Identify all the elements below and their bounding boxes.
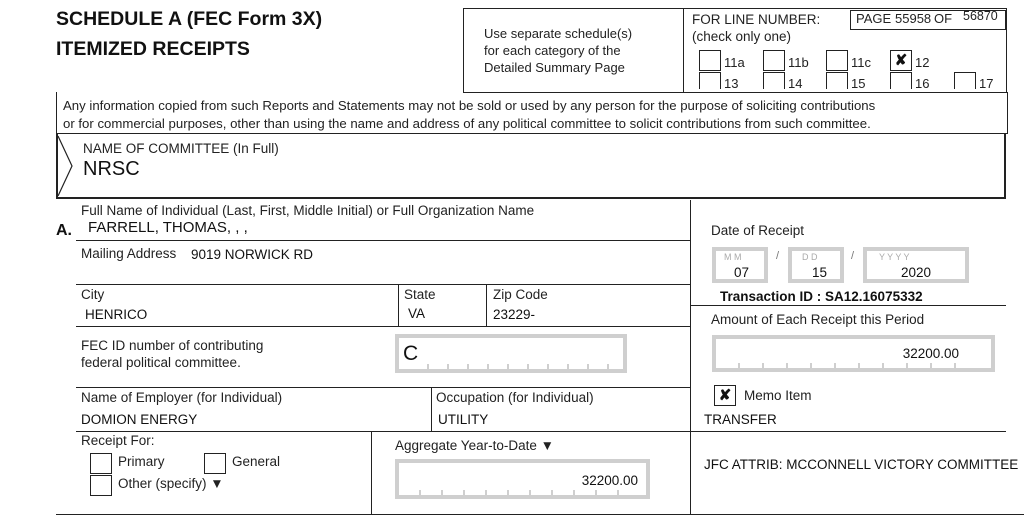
fec-id-label-line2: federal political committee. — [81, 355, 241, 370]
line-11a-checkbox[interactable] — [699, 50, 721, 71]
line-15-checkbox[interactable] — [826, 72, 848, 89]
jfc-attribution: JFC ATTRIB: MCCONNELL VICTORY COMMITTEE — [704, 457, 1019, 472]
day-value: 15 — [812, 265, 828, 280]
general-checkbox[interactable] — [204, 453, 226, 474]
line-12-label: 12 — [915, 55, 930, 70]
receipt-aggregate-divider — [371, 431, 372, 515]
line-14-checkbox[interactable] — [763, 72, 785, 89]
primary-label: Primary — [118, 454, 165, 469]
amount-label: Amount of Each Receipt this Period — [711, 312, 925, 327]
amount-input[interactable] — [712, 335, 995, 372]
mailing-address-label: Mailing Address — [81, 246, 177, 261]
month-hint: M M — [724, 252, 742, 262]
aggregate-input[interactable] — [395, 459, 650, 499]
fec-id-prefix: C — [403, 342, 419, 365]
fec-id-label-line1: FEC ID number of contributing — [81, 338, 264, 353]
occupation-value[interactable]: UTILITY — [438, 412, 489, 427]
transaction-id: Transaction ID : SA12.16075332 — [720, 289, 923, 304]
line-12-checkbox[interactable]: ✘ — [890, 50, 912, 71]
fec-rule — [76, 387, 690, 388]
schedule-note-line3: Detailed Summary Page — [484, 60, 625, 75]
section-divider — [690, 200, 691, 515]
year-input[interactable] — [863, 247, 969, 283]
fec-id-input[interactable] — [395, 334, 627, 373]
line-14-label: 14 — [788, 76, 803, 91]
line-16-checkbox[interactable] — [890, 72, 912, 89]
city-label: City — [81, 287, 105, 302]
transaction-rule — [690, 305, 1006, 306]
address-rule — [76, 284, 690, 285]
line-11b-checkbox[interactable] — [763, 50, 785, 71]
city-rule — [76, 326, 690, 327]
date-slash-1: / — [776, 250, 780, 262]
date-slash-2: / — [851, 250, 855, 262]
employer-occupation-divider — [431, 387, 432, 431]
other-checkbox[interactable] — [90, 475, 112, 496]
line-17-label: 17 — [979, 76, 994, 91]
aggregate-label: Aggregate Year-to-Date ▼ — [395, 438, 554, 453]
employer-label: Name of Employer (for Individual) — [81, 390, 283, 405]
receipt-for-label: Receipt For: — [81, 433, 155, 448]
date-of-receipt-label: Date of Receipt — [711, 223, 805, 238]
committee-label: NAME OF COMMITTEE (In Full) — [83, 141, 279, 156]
schedule-note-line2: for each category of the — [484, 43, 621, 58]
line-17-checkbox[interactable] — [954, 72, 976, 89]
amount-value: 32200.00 — [902, 346, 959, 361]
form-title: SCHEDULE A (FEC Form 3X) — [56, 8, 323, 30]
name-rule — [76, 240, 690, 241]
line-13-label: 13 — [724, 76, 739, 91]
line-11c-checkbox[interactable] — [826, 50, 848, 71]
day-input[interactable] — [788, 247, 844, 283]
form-subtitle: ITEMIZED RECEIPTS — [56, 38, 250, 60]
committee-arrow-shape — [56, 134, 76, 198]
month-input[interactable] — [712, 247, 768, 283]
year-hint: Y Y Y Y — [879, 252, 910, 262]
line-11b-label: 11b — [788, 55, 809, 70]
city-value[interactable]: HENRICO — [85, 307, 148, 322]
employer-value[interactable]: DOMION ENERGY — [81, 412, 198, 427]
employer-rule — [76, 431, 690, 432]
month-value: 07 — [734, 265, 750, 280]
line-15-label: 15 — [851, 76, 866, 91]
page-label: PAGE — [856, 11, 892, 26]
occupation-label: Occupation (for Individual) — [436, 390, 594, 405]
disclaimer-line2: or for commercial purposes, other than using the name and address of any political committee to solicit contributions from such committee. — [63, 116, 871, 131]
year-value: 2020 — [901, 265, 932, 280]
memo-rule — [690, 431, 1006, 432]
state-label: State — [404, 287, 436, 302]
line-11c-label: 11c — [851, 55, 871, 70]
city-state-divider — [398, 284, 399, 326]
line-16-label: 16 — [915, 76, 930, 91]
aggregate-value: 32200.00 — [581, 473, 638, 488]
transfer-text: TRANSFER — [704, 412, 777, 427]
primary-checkbox[interactable] — [90, 453, 112, 474]
memo-item-label: Memo Item — [744, 388, 812, 403]
page-number: 55958 — [895, 11, 932, 26]
disclaimer-line1: Any information copied from such Reports and Statements may not be sold or used by any person for the purpose of soliciting contributions — [63, 98, 876, 113]
general-label: General — [232, 454, 281, 469]
memo-item-checkbox[interactable]: ✘ — [714, 385, 736, 406]
state-value[interactable]: VA — [408, 306, 426, 321]
committee-name: NRSC — [83, 158, 140, 180]
other-label: Other (specify) ▼ — [118, 476, 224, 491]
full-name-label: Full Name of Individual (Last, First, Middle Initial) or Full Organization Name — [81, 203, 535, 218]
line-number-sub: (check only one) — [692, 29, 792, 44]
day-hint: D D — [802, 252, 818, 262]
page-total: 56870 — [963, 9, 998, 23]
line-13-checkbox[interactable] — [699, 72, 721, 89]
full-name-value[interactable]: FARRELL, THOMAS, , , — [88, 219, 248, 236]
line-11a-label: 11a — [724, 55, 745, 70]
zip-value[interactable]: 23229- — [493, 307, 536, 322]
line-number-label: FOR LINE NUMBER: — [692, 12, 821, 27]
page-of-label: OF — [934, 11, 953, 26]
schedule-note-line1: Use separate schedule(s) — [484, 26, 633, 41]
entry-letter: A. — [56, 222, 72, 239]
zip-label: Zip Code — [493, 287, 548, 302]
state-zip-divider — [486, 284, 487, 326]
mailing-address-value[interactable]: 9019 NORWICK RD — [191, 247, 314, 262]
